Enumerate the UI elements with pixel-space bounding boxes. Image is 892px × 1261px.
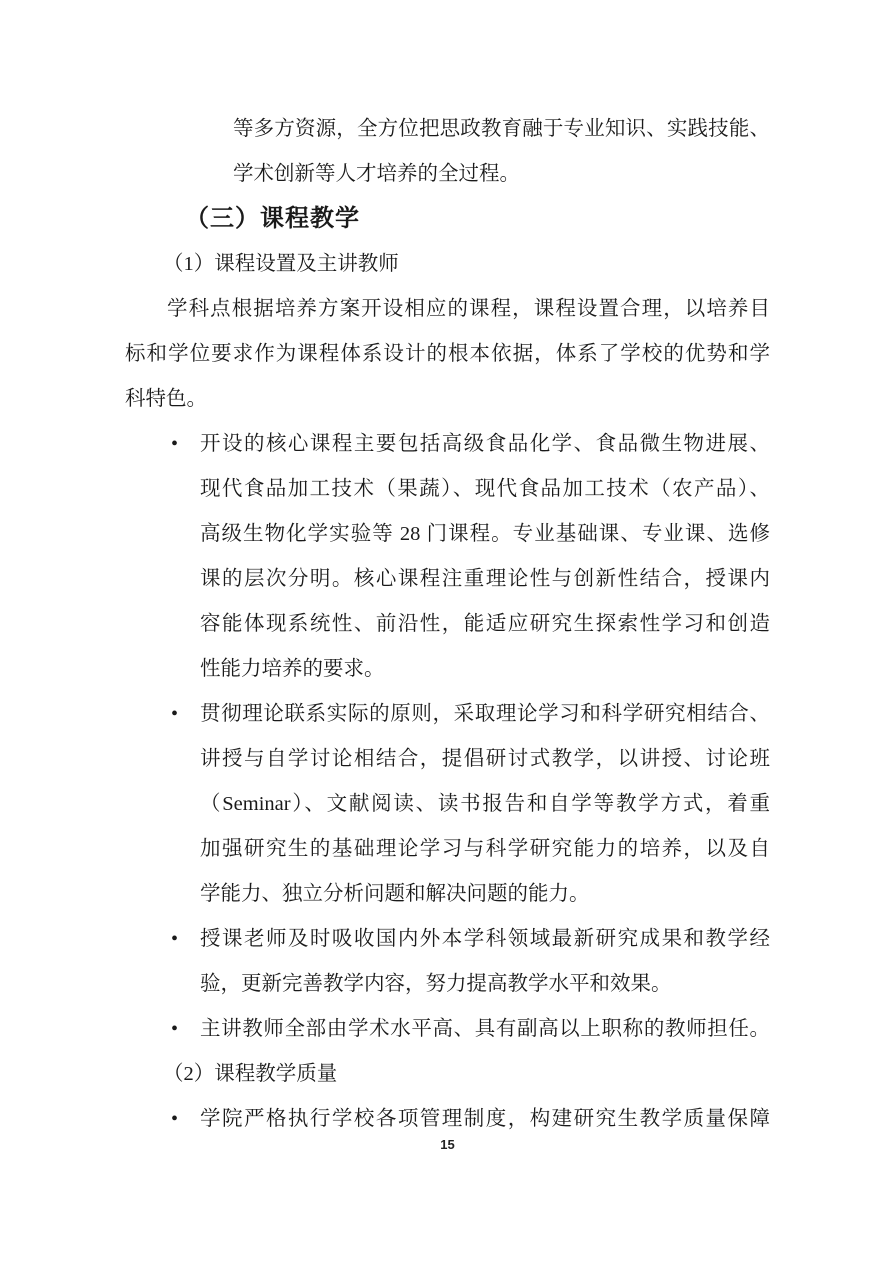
text-line: 课的层次分明。核心课程注重理论性与创新性结合，授课内 <box>200 568 770 590</box>
bullet-marker-icon: • <box>171 1108 179 1130</box>
text-line: 验，更新完善教学内容，努力提高教学水平和效果。 <box>200 973 672 995</box>
text-line: 性能力培养的要求。 <box>200 658 385 680</box>
text-line: 开设的核心课程主要包括高级食品化学、食品微生物进展、 <box>200 433 770 455</box>
text-line: 学院严格执行学校各项管理制度，构建研究生教学质量保障 <box>200 1108 770 1130</box>
text-line: 学能力、独立分析问题和解决问题的能力。 <box>200 883 590 905</box>
text-line: 讲授与自学讨论相结合，提倡研讨式教学，以讲授、讨论班 <box>200 748 770 770</box>
continuation-paragraph <box>125 107 770 197</box>
page-number: 15 <box>440 1137 455 1152</box>
body-paragraph <box>125 287 770 422</box>
text-line: （Seminar）、文献阅读、读书报告和自学等教学方式，着重 <box>200 793 770 815</box>
bullet-marker-icon: • <box>171 1018 179 1040</box>
text-line: 标和学位要求作为课程体系设计的根本依据，体系了学校的优势和学 <box>125 343 770 365</box>
text-line: 高级生物化学实验等 28 门课程。专业基础课、专业课、选修 <box>200 523 770 545</box>
text-line: 授课老师及时吸收国内外本学科领域最新研究成果和教学经 <box>200 928 770 950</box>
text-line: 学术创新等人才培养的全过程。 <box>233 163 520 185</box>
bullet-list-item <box>125 692 770 917</box>
section-heading: （三）课程教学 <box>185 206 360 232</box>
text-line: 现代食品加工技术（果蔬）、现代食品加工技术（农产品）、 <box>200 478 770 500</box>
bullet-list-item <box>125 917 770 1007</box>
text-line: 贯彻理论联系实际的原则，采取理论学习和科学研究相结合、 <box>200 703 770 725</box>
bullet-marker-icon: • <box>171 703 179 725</box>
text-line: 容能体现系统性、前沿性，能适应研究生探索性学习和创造 <box>200 613 770 635</box>
subheading-course-setup: （1）课程设置及主讲教师 <box>163 253 399 275</box>
text-line: 等多方资源，全方位把思政教育融于专业知识、实践技能、 <box>233 118 770 140</box>
bullet-list-item <box>125 1097 770 1142</box>
text-line: 加强研究生的基础理论学习与科学研究能力的培养，以及自 <box>200 838 770 860</box>
bullet-marker-icon: • <box>171 928 179 950</box>
document-content <box>125 107 770 1142</box>
subheading-teaching-quality: （2）课程教学质量 <box>163 1063 338 1085</box>
text-line: 主讲教师全部由学术水平高、具有副高以上职称的教师担任。 <box>200 1018 770 1040</box>
bullet-marker-icon: • <box>171 433 179 455</box>
text-line: 科特色。 <box>125 388 207 410</box>
text-line: 学科点根据培养方案开设相应的课程，课程设置合理，以培养目 <box>167 298 770 320</box>
bullet-list-item <box>125 1007 770 1052</box>
bullet-list-item <box>125 422 770 692</box>
